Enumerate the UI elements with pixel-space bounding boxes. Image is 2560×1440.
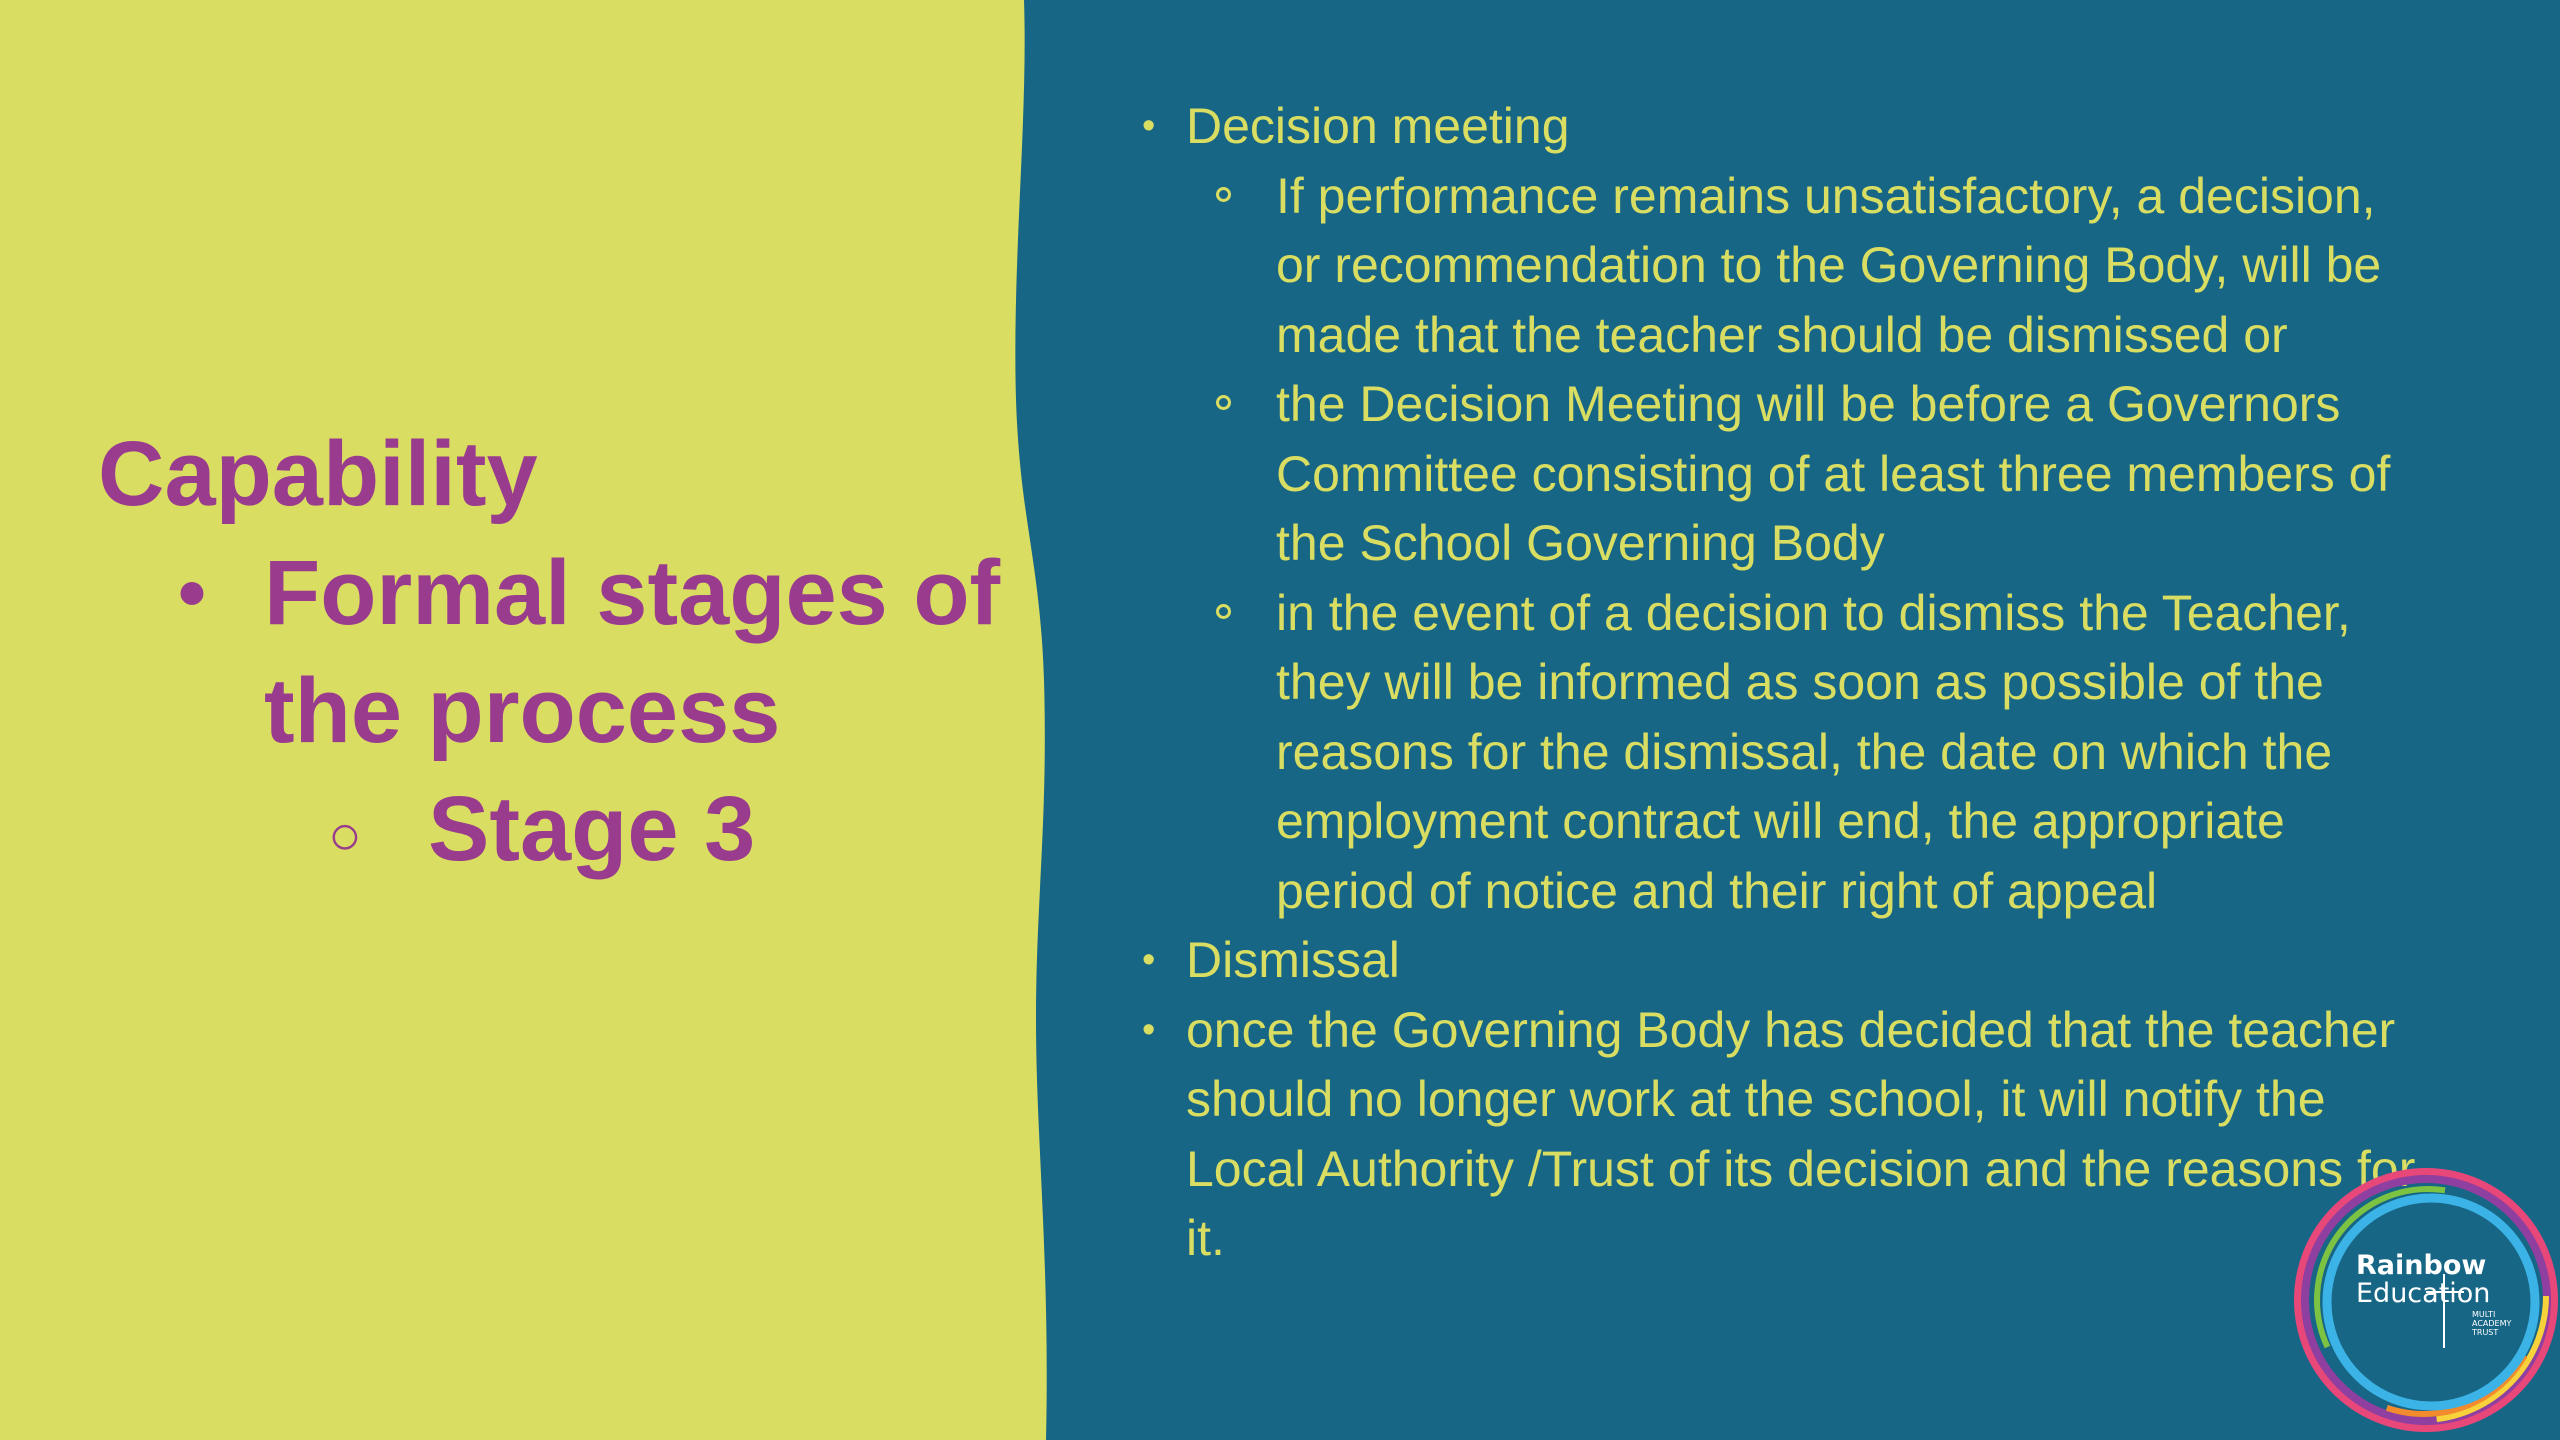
- hollow-bullet-icon: [1216, 604, 1231, 619]
- heading-level2: [328, 770, 1004, 888]
- hollow-bullet-icon: ○: [328, 803, 362, 866]
- sub-list-item-text: If performance remains unsatisfactory, a decision, or recommendation to the Governing Body, will be made that the teacher should be dismissed or: [1276, 167, 2382, 363]
- heading-level2-text: Stage 3: [428, 778, 756, 880]
- sub-list-item-text: in the event of a decision to dismiss the Teacher, they will be informed as soon as possible of the reasons for the dismissal, the date on which the employment contract will end, the appropriate period of notice and their right of appeal: [1276, 584, 2351, 919]
- sub-list-item: [1130, 370, 2420, 579]
- sub-list-item-text: the Decision Meeting will be before a Governors Committee consisting of at least three members of the School Governing Body: [1276, 376, 2391, 571]
- hollow-bullet-icon: [1216, 187, 1231, 202]
- list-item-text: once the Governing Body has decided that the teacher should no longer work at the school, it will notify the Local Authority /Trust of its decision and the reasons for it.: [1186, 1001, 2416, 1266]
- slide-heading: [98, 418, 1004, 888]
- slide-title: Capability: [98, 423, 538, 525]
- sub-list-item: [1130, 162, 2420, 371]
- bullet-icon: •: [178, 548, 207, 637]
- heading-level1: [178, 534, 1004, 770]
- logo-subtext: MULTI ACADEMY TRUST: [2472, 1310, 2512, 1337]
- bullet-icon: •: [1142, 1008, 1156, 1051]
- bullet-icon: •: [1142, 939, 1156, 981]
- logo-text: Education: [2356, 1278, 2491, 1309]
- list-item: [1130, 92, 2420, 162]
- slide-body: [1130, 92, 2420, 1274]
- hollow-bullet-icon: [1216, 395, 1231, 410]
- bullet-icon: •: [1142, 105, 1156, 147]
- list-item: [1130, 996, 2420, 1274]
- list-item: [1130, 926, 2420, 996]
- heading-level1-text: Formal stages of the process: [264, 542, 1001, 762]
- logo-text: Rainbow: [2356, 1250, 2487, 1281]
- list-item-text: Dismissal: [1186, 932, 1400, 988]
- rainbow-education-logo: [2276, 1154, 2560, 1440]
- list-item-text: Decision meeting: [1186, 98, 1570, 154]
- sub-list-item: [1130, 579, 2420, 927]
